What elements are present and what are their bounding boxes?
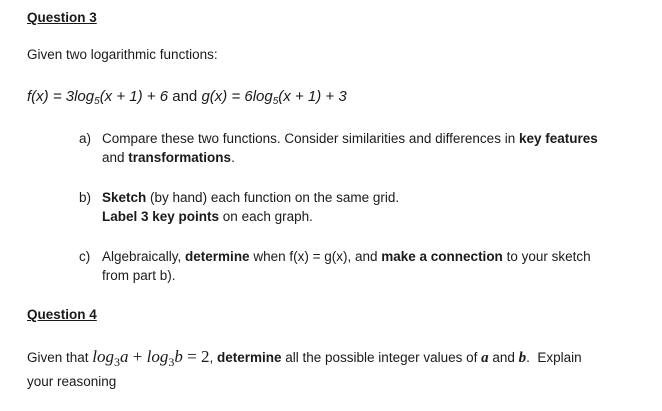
q4-given-that: Given that xyxy=(27,350,93,365)
part-c-text: Algebraically, xyxy=(102,249,186,264)
part-b-sketch: Sketch xyxy=(102,190,147,205)
question-3-heading: Question 3 xyxy=(27,10,97,25)
q4-log-1: log xyxy=(92,347,115,366)
q4-equals: = 2 xyxy=(182,347,210,366)
part-c-line-2: from part b). xyxy=(102,268,176,283)
part-a-text-2: and xyxy=(102,150,129,165)
part-a-line-2 xyxy=(102,150,235,165)
part-c-connection: make a connection xyxy=(381,249,503,264)
q4-var-a-math: a xyxy=(120,347,129,366)
q4-base-1: 3 xyxy=(114,355,121,369)
question-4-line-2: your reasoning xyxy=(27,374,117,389)
q4-log-equation xyxy=(92,347,210,369)
part-c-text-3: to your sketch xyxy=(502,249,591,264)
q4-determine: determine xyxy=(216,350,282,365)
q4-explain: . Explain xyxy=(526,350,582,365)
question-4-line-1 xyxy=(27,347,582,370)
part-b-text: (by hand) each function on the same grid. xyxy=(146,190,400,205)
functions-formula xyxy=(27,88,347,107)
q4-comma: , xyxy=(209,350,217,365)
part-c-text-2: when f(x) = g(x), and xyxy=(249,249,382,264)
part-b-line-1 xyxy=(102,190,399,205)
part-c-marker: c) xyxy=(79,249,91,264)
part-b-marker: b) xyxy=(79,190,92,205)
f-log-base: 5 xyxy=(94,96,100,107)
part-a-transformations: transformations xyxy=(128,150,232,165)
part-c-line-1 xyxy=(102,249,591,264)
q4-var-b-math: b xyxy=(174,347,183,366)
q4-and: and xyxy=(488,350,519,365)
q4-plus: + xyxy=(128,347,147,366)
part-a-key-features: key features xyxy=(518,131,598,146)
q4-base-2: 3 xyxy=(168,355,175,369)
f-rhs: (x + 1) + 6 xyxy=(99,88,169,105)
q4-text: all the possible integer values of xyxy=(281,350,482,365)
question-4-heading: Question 4 xyxy=(27,307,97,322)
part-c-determine: determine xyxy=(185,249,250,264)
part-b-label-points: Label 3 key points xyxy=(102,209,220,224)
part-a-period: . xyxy=(231,150,235,165)
part-b-text-2: on each graph. xyxy=(219,209,313,224)
f-lhs: f(x) = 3log xyxy=(27,88,95,105)
question-3-intro: Given two logarithmic functions: xyxy=(27,47,218,62)
q4-var-a: a xyxy=(481,350,489,366)
g-lhs: g(x) = 6log xyxy=(201,88,273,105)
part-a-text: Compare these two functions. Consider similarities and differences in xyxy=(102,131,519,146)
part-b-line-2 xyxy=(102,209,313,224)
formula-connector: and xyxy=(168,88,202,105)
g-rhs: (x + 1) + 3 xyxy=(278,88,347,105)
part-a-line-1 xyxy=(102,131,598,146)
q4-var-b: b xyxy=(518,350,527,366)
part-a-marker: a) xyxy=(79,131,92,146)
g-log-base: 5 xyxy=(272,96,279,107)
q4-log-2: log xyxy=(146,347,169,366)
